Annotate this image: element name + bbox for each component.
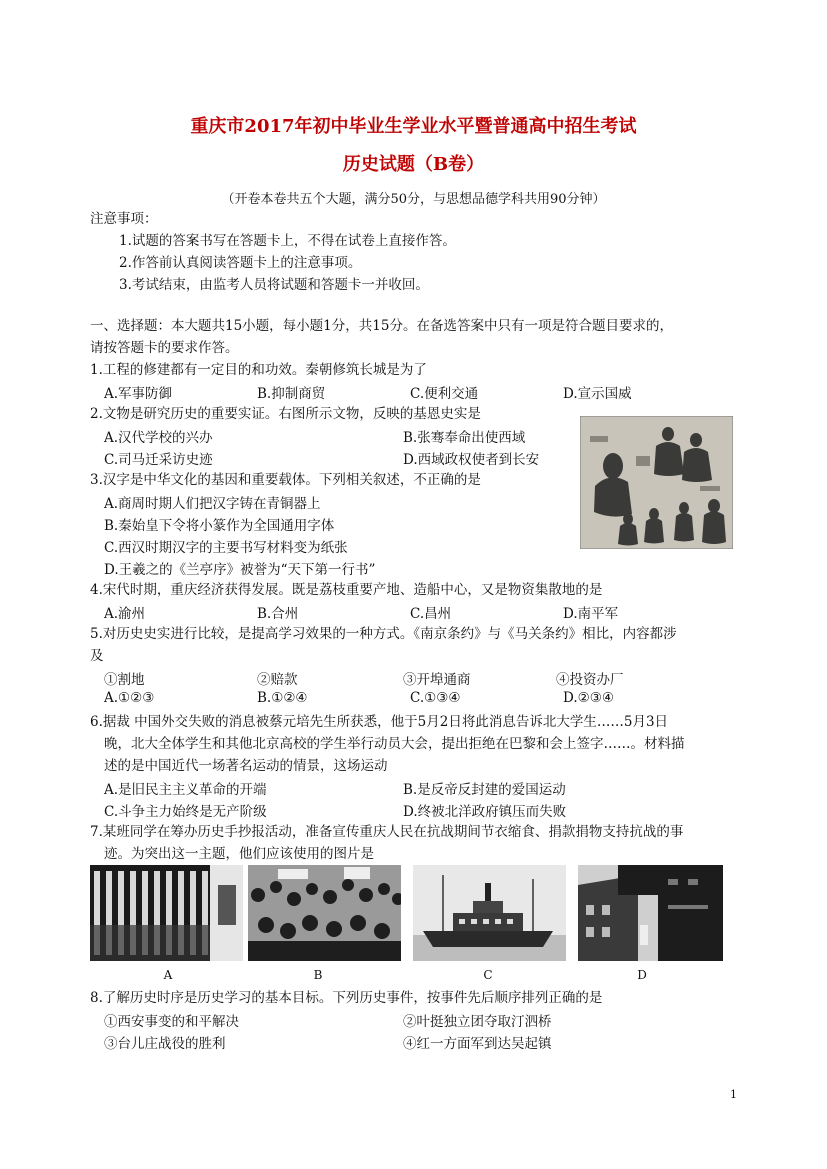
notice-item-1: 1.试题的答案书写在答题卡上，不得在试卷上直接作答。 bbox=[119, 233, 456, 249]
q2-option-c: C.司马迁采访史迹 bbox=[104, 452, 213, 468]
q1-stem: 1.工程的修建都有一定目的和功效。秦朝修筑长城是为了 bbox=[90, 362, 427, 378]
q2-option-b: B.张骞奉命出使西域 bbox=[403, 430, 526, 446]
q6-stem-line2: 晚，北大全体学生和其他北京高校的学生举行动员大会，提出拒绝在巴黎和会上签字……。材料描 bbox=[104, 736, 685, 752]
q6-stem-line3: 述的是中国近代一场著名运动的情景，这场运动 bbox=[104, 758, 388, 774]
q1-option-b: B.抑制商贸 bbox=[257, 386, 326, 402]
q8-stem: 8.了解历史时序是历史学习的基本目标。下列历史事件，按事件先后顺序排列正确的是 bbox=[90, 990, 603, 1006]
q5-option-b: B.①②④ bbox=[257, 690, 308, 706]
q8-item-1: ①西安事变的和平解决 bbox=[104, 1014, 239, 1030]
q4-stem: 4.宋代时期，重庆经济获得发展。既是荔枝重要产地、造船中心，又是物资集散地的是 bbox=[90, 582, 603, 598]
q1-option-a: A.军事防御 bbox=[104, 386, 173, 402]
q7-stem-line2: 迹。为突出这一主题，他们应该使用的图片是 bbox=[104, 846, 374, 862]
q5-item-3: ③开埠通商 bbox=[403, 672, 471, 688]
q3-option-c: C.西汉时期汉字的主要书写材料变为纸张 bbox=[104, 540, 348, 556]
q8-item-2: ②叶挺独立团夺取汀泗桥 bbox=[403, 1014, 552, 1030]
q6-option-d: D.终被北洋政府镇压而失败 bbox=[403, 804, 567, 820]
q4-option-b: B.合州 bbox=[257, 606, 299, 622]
q8-item-3: ③台儿庄战役的胜利 bbox=[104, 1036, 226, 1052]
q3-option-b: B.秦始皇下令将小篆作为全国通用字体 bbox=[104, 518, 335, 534]
notice-item-2: 2.作答前认真阅读答题卡上的注意事项。 bbox=[119, 255, 362, 271]
q6-option-c: C.斗争主力始终是无产阶级 bbox=[104, 804, 267, 820]
q6-option-b: B.是反帝反封建的爱国运动 bbox=[403, 782, 566, 798]
q7-stem-line1: 7.某班同学在筹办历史手抄报活动，准备宣传重庆人民在抗战期间节衣缩食、捐款捐物支持抗战的事 bbox=[90, 824, 684, 840]
q5-option-c: C.①③④ bbox=[410, 690, 461, 706]
q5-stem-line1: 5.对历史史实进行比较，是提高学习效果的一种方式。《南京条约》与《马关条约》相比，内容都涉 bbox=[90, 626, 677, 642]
q5-option-d: D.②③④ bbox=[563, 690, 614, 706]
q7-image-b bbox=[248, 865, 401, 961]
q1-option-c: C.便利交通 bbox=[410, 386, 479, 402]
q5-option-a: A.①②③ bbox=[104, 690, 155, 706]
page-number: 1 bbox=[730, 1088, 737, 1101]
q3-option-a: A.商周时期人们把汉字铸在青铜器上 bbox=[104, 496, 321, 512]
q5-item-1: ①割地 bbox=[104, 672, 145, 688]
notice-heading: 注意事项： bbox=[90, 211, 158, 227]
exam-subtitle: 历史试题（B卷） bbox=[342, 154, 485, 175]
q6-option-a: A.是旧民主主义革命的开端 bbox=[104, 782, 267, 798]
q3-stem: 3.汉字是中华文化的基因和重要载体。下列相关叙述，不正确的是 bbox=[90, 472, 481, 488]
exam-title: 重庆市2017年初中毕业生学业水平暨普通高中招生考试 bbox=[190, 116, 637, 137]
q5-item-4: ④投资办厂 bbox=[556, 672, 624, 688]
q7-image-label-b: B bbox=[313, 968, 323, 982]
q5-stem-line2: 及 bbox=[90, 648, 104, 664]
q4-option-d: D.南平军 bbox=[563, 606, 619, 622]
q2-option-d: D.西域政权使者到长安 bbox=[403, 452, 540, 468]
q3-option-d: D.王羲之的《兰亭序》被誉为“天下第一行书” bbox=[104, 562, 376, 578]
q8-item-4: ④红一方面军到达吴起镇 bbox=[403, 1036, 552, 1052]
q7-image-label-d: D bbox=[637, 968, 647, 982]
mural-artifact-image bbox=[580, 416, 733, 549]
q7-image-label-c: C bbox=[483, 968, 493, 982]
q7-image-label-a: A bbox=[163, 968, 173, 982]
q4-option-a: A.渝州 bbox=[104, 606, 146, 622]
q5-item-2: ②赔款 bbox=[257, 672, 298, 688]
q6-stem-line1: 6.据裁 中国外交失败的消息被蔡元培先生所获悉，他于5月2日将此消息告诉北大学生……5月3日 bbox=[90, 714, 669, 730]
section1-line1: 一、选择题：本大题共15小题，每小题1分，共15分。在备选答案中只有一项是符合题目要求的， bbox=[90, 318, 673, 334]
q7-image-d bbox=[578, 865, 723, 961]
q1-option-d: D.宣示国威 bbox=[563, 386, 632, 402]
exam-info: （开卷本卷共五个大题，满分50分，与思想品德学科共用90分钟） bbox=[221, 192, 606, 207]
q2-stem: 2.文物是研究历史的重要实证。右图所示文物，反映的基恩史实是 bbox=[90, 406, 481, 422]
q2-option-a: A.汉代学校的兴办 bbox=[104, 430, 213, 446]
section1-line2: 请按答题卡的要求作答。 bbox=[90, 340, 239, 356]
q7-image-c bbox=[413, 865, 566, 961]
q7-image-a bbox=[90, 865, 243, 961]
q4-option-c: C.昌州 bbox=[410, 606, 452, 622]
notice-item-3: 3.考试结束，由监考人员将试题和答题卡一并收回。 bbox=[119, 277, 429, 293]
